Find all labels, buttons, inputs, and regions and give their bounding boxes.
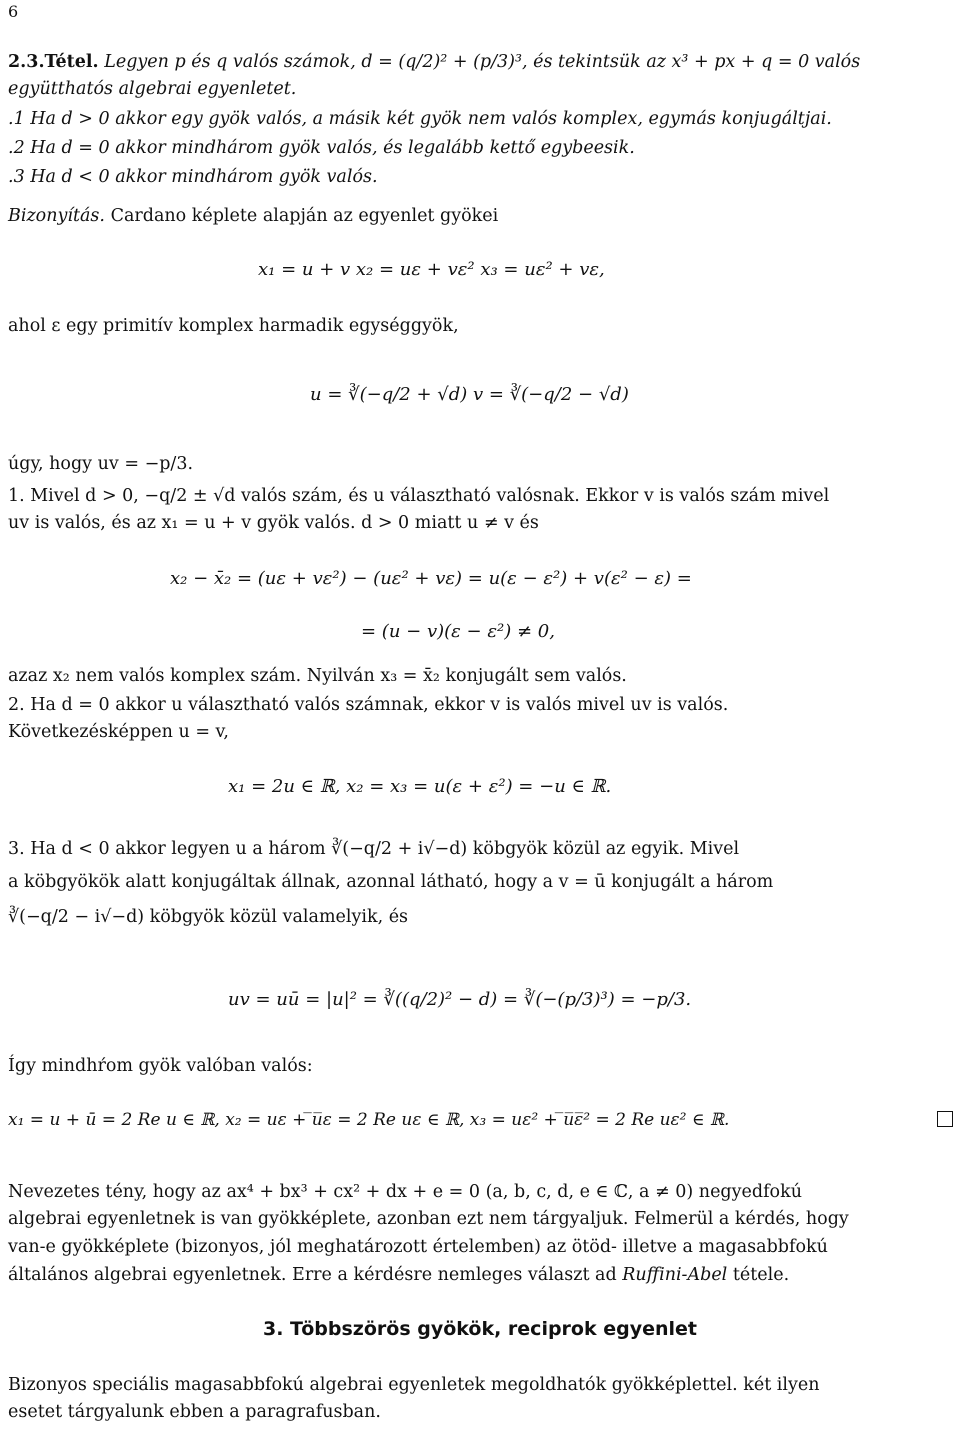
case-1-line-1: 1. Mivel d > 0, −q/2 ± √d valós szám, és u választható valósnak. Ekkor v is valós szám mivel xyxy=(8,486,830,506)
theorem-item-3: .3 Ha d < 0 akkor mindhárom gyök valós. xyxy=(8,167,378,187)
igy-line: Így mindhŕom gyök valóban valós: xyxy=(8,1056,313,1076)
remark-line-3: van-e gyökképlete (bizonyos, jól meghatározott értelemben) az ötöd- illetve a magasabbfokú xyxy=(8,1237,828,1257)
theorem-line-2: együtthatós algebrai egyenletet. xyxy=(8,79,297,99)
equation-cardano-uv: u = ∛(−q/2 + √d) v = ∛(−q/2 − √d) xyxy=(310,384,629,405)
theorem-label: 2.3.Tétel. xyxy=(8,52,99,72)
section-heading: 3. Többszörös gyökök, reciprok egyenlet xyxy=(262,1318,697,1340)
case-2-line-2: Következésképpen u = v, xyxy=(8,722,229,742)
equation-final-roots: x₁ = u + ū = 2 Re u ∈ ℝ, x₂ = uε + ̅u̅ε = 2 Re uε ∈ ℝ, x₃ = uε² + ̅u̅ε̅² = 2 Re uε² ∈ ℝ. xyxy=(8,1110,730,1130)
azaz-line: azaz x₂ nem valós komplex szám. Nyilván x₃ = x̄₂ konjugált sem valós. xyxy=(8,666,627,686)
equation-difference-2: = (u − v)(ε − ε²) ≠ 0, xyxy=(361,621,555,642)
equation-d-zero: x₁ = 2u ∈ ℝ, x₂ = x₃ = u(ε + ε²) = −u ∈ ℝ. xyxy=(228,776,612,797)
remark-text-end: tétele. xyxy=(727,1265,790,1285)
theorem-item-1: .1 Ha d > 0 akkor egy gyök valós, a másik két gyök nem valós komplex, egymás konjugáltjai. xyxy=(8,109,832,129)
remark-line-4 xyxy=(8,1263,789,1287)
ugy-line: úgy, hogy uv = −p/3. xyxy=(8,454,194,474)
equation-uv-product: uv = uū = |u|² = ∛((q/2)² − d) = ∛(−(p/3)³) = −p/3. xyxy=(228,989,692,1010)
case-3-line-3: ∛(−q/2 − i√−d) köbgyök közül valamelyik, és xyxy=(8,907,409,927)
theorem-line-1 xyxy=(8,50,860,74)
page-number: 6 xyxy=(8,2,19,21)
proof-intro-line xyxy=(8,204,498,228)
theorem-statement: Legyen p és q valós számok, d = (q/2)² + (p/3)³, és tekintsük az x³ + px + q = 0 valós xyxy=(104,52,861,72)
case-3-line-1: 3. Ha d < 0 akkor legyen u a három ∛(−q/2 + i√−d) köbgyök közül az egyik. Mivel xyxy=(8,839,740,859)
ruffini-abel-name: Ruffini-Abel xyxy=(622,1265,728,1285)
remark-line-2: algebrai egyenletnek is van gyökképlete, azonban ezt nem tárgyaljuk. Felmerül a kérdés, hogy xyxy=(8,1209,849,1229)
proof-intro: Cardano képlete alapján az egyenlet gyökei xyxy=(110,206,499,226)
equation-roots: x₁ = u + v x₂ = uε + vε² x₃ = uε² + vε, xyxy=(258,259,605,280)
case-1-line-2: uv is valós, és az x₁ = u + v gyök valós. d > 0 miatt u ≠ v és xyxy=(8,513,539,533)
equation-difference-1: x₂ − x̄₂ = (uε + vε²) − (uε² + vε) = u(ε − ε²) + v(ε² − ε) = xyxy=(170,568,692,589)
closing-line-1: Bizonyos speciális magasabbfokú algebrai egyenletek megoldhatók gyökképlettel. két ilyen xyxy=(8,1375,820,1395)
case-3-line-2: a köbgyökök alatt konjugáltak állnak, azonnal látható, hogy a v = ū konjugált a három xyxy=(8,872,774,892)
ahol-line: ahol ε egy primitív komplex harmadik egységgyök, xyxy=(8,316,459,336)
theorem-item-2: .2 Ha d = 0 akkor mindhárom gyök valós, és legalább kettő egybeesik. xyxy=(8,138,635,158)
proof-label: Bizonyítás. xyxy=(8,206,105,226)
qed-box xyxy=(937,1111,953,1127)
case-2-line-1: 2. Ha d = 0 akkor u választható valós számnak, ekkor v is valós mivel uv is valós. xyxy=(8,695,729,715)
remark-line-1: Nevezetes tény, hogy az ax⁴ + bx³ + cx² + dx + e = 0 (a, b, c, d, e ∈ ℂ, a ≠ 0) negyedfokú xyxy=(8,1182,802,1202)
remark-text: általános algebrai egyenletnek. Erre a kérdésre nemleges választ ad xyxy=(8,1265,623,1285)
closing-line-2: esetet tárgyalunk ebben a paragrafusban. xyxy=(8,1402,381,1422)
